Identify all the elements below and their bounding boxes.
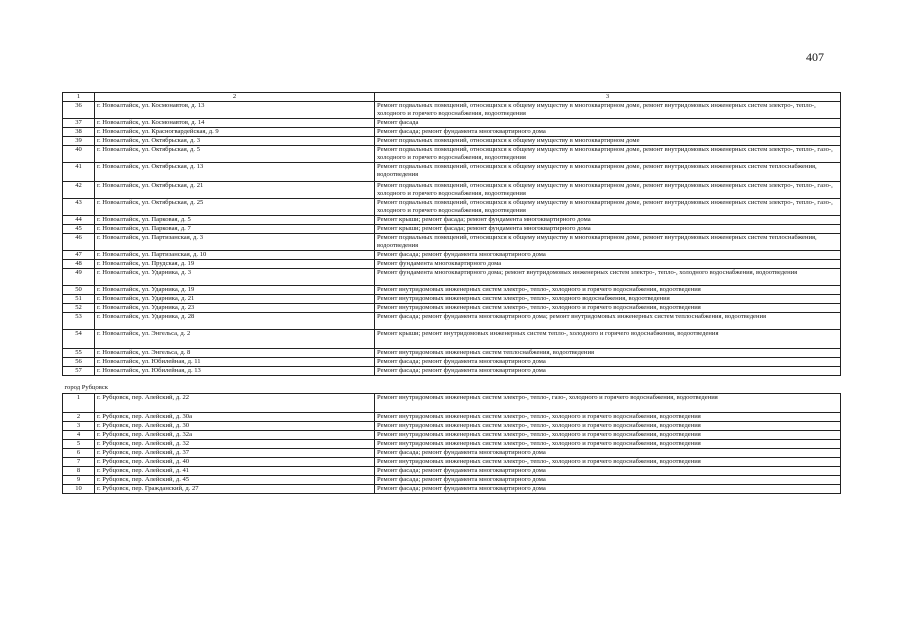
row-address: г. Новоалтайск, ул. Ударника, д. 19 xyxy=(95,286,375,295)
row-work-description: Ремонт подвальных помещений, относящихся к общему имуществу в многоквартирном доме, ремонт внутридомовых инженерных систем теплоснабжения, водоотведения xyxy=(375,163,841,182)
row-work-description: Ремонт фундамента многоквартирного дома xyxy=(375,260,841,269)
row-address: г. Новоалтайск, ул. Космонавтов, д. 14 xyxy=(95,119,375,128)
section-title: город Рубцовск xyxy=(63,376,841,394)
row-number: 39 xyxy=(63,137,95,146)
row-number: 55 xyxy=(63,349,95,358)
table-row xyxy=(63,182,841,199)
table-row xyxy=(63,146,841,163)
row-number: 56 xyxy=(63,358,95,367)
row-address: г. Новоалтайск, ул. Ударника, д. 23 xyxy=(95,304,375,313)
table-row xyxy=(63,260,841,269)
row-address: г. Рубцовск, пер. Алейский, д. 22 xyxy=(95,394,375,413)
table-row xyxy=(63,458,841,467)
table-row xyxy=(63,216,841,225)
table-row xyxy=(63,102,841,119)
row-address: г. Новоалтайск, ул. Ударника, д. 28 xyxy=(95,313,375,330)
row-work-description: Ремонт фасада xyxy=(375,119,841,128)
table-row xyxy=(63,440,841,449)
row-number: 1 xyxy=(63,394,95,413)
table-row xyxy=(63,163,841,182)
row-address: г. Рубцовск, пер. Алейский, д. 30 xyxy=(95,422,375,431)
table-row xyxy=(63,295,841,304)
row-work-description: Ремонт внутридомовых инженерных систем электро-, тепло-, холодного и горячего водоснабжения, водоотведения xyxy=(375,286,841,295)
row-address: г. Новоалтайск, ул. Октябрьская, д. 21 xyxy=(95,182,375,199)
row-work-description: Ремонт подвальных помещений, относящихся к общему имуществу в многоквартирном доме xyxy=(375,137,841,146)
row-work-description: Ремонт фасада; ремонт фундамента многоквартирного дома xyxy=(375,367,841,376)
row-address: г. Новоалтайск, ул. Парковая, д. 5 xyxy=(95,216,375,225)
row-work-description: Ремонт подвальных помещений, относящихся к общему имуществу в многоквартирном доме, ремонт внутридомовых инженерных систем электро-, тепло-, холодного и горячего водоснабжения, водоотведения xyxy=(375,102,841,119)
row-number: 9 xyxy=(63,476,95,485)
row-address: г. Рубцовск, пер. Алейский, д. 41 xyxy=(95,467,375,476)
row-address: г. Новоалтайск, ул. Октябрьская, д. 3 xyxy=(95,137,375,146)
row-work-description: Ремонт подвальных помещений, относящихся к общему имуществу в многоквартирном доме, ремонт внутридомовых инженерных систем электро-, тепло-, газо-, холодного и горячего водоснабжения, водоотведения xyxy=(375,182,841,199)
row-number: 54 xyxy=(63,330,95,349)
row-work-description: Ремонт внутридомовых инженерных систем электро-, тепло-, холодного водоснабжения, водоотведения xyxy=(375,295,841,304)
row-number: 46 xyxy=(63,234,95,251)
table-row xyxy=(63,431,841,440)
row-address: г. Новоалтайск, ул. Космонавтов, д. 13 xyxy=(95,102,375,119)
row-number: 38 xyxy=(63,128,95,137)
header-col-3: 3 xyxy=(375,93,841,102)
row-number: 2 xyxy=(63,413,95,422)
row-work-description: Ремонт крыши; ремонт фасада; ремонт фундамента многоквартирного дома xyxy=(375,225,841,234)
table-row xyxy=(63,394,841,413)
row-work-description: Ремонт внутридомовых инженерных систем электро-, тепло-, холодного и горячего водоснабжения, водоотведения xyxy=(375,431,841,440)
row-number: 3 xyxy=(63,422,95,431)
table-header-row xyxy=(63,93,841,102)
row-number: 52 xyxy=(63,304,95,313)
row-address: г. Рубцовск, пер. Алейский, д. 45 xyxy=(95,476,375,485)
row-work-description: Ремонт крыши; ремонт фасада; ремонт фундамента многоквартирного дома xyxy=(375,216,841,225)
table-row xyxy=(63,358,841,367)
table-row xyxy=(63,449,841,458)
row-work-description: Ремонт фасада; ремонт фундамента многоквартирного дома xyxy=(375,358,841,367)
row-address: г. Новоалтайск, ул. Парковая, д. 7 xyxy=(95,225,375,234)
row-work-description: Ремонт внутридомовых инженерных систем электро-, тепло-, холодного и горячего водоснабжения, водоотведения xyxy=(375,458,841,467)
table-row xyxy=(63,119,841,128)
row-number: 6 xyxy=(63,449,95,458)
header-col-1: 1 xyxy=(63,93,95,102)
row-number: 7 xyxy=(63,458,95,467)
section-row xyxy=(63,376,841,394)
row-address: г. Новоалтайск, ул. Ударника, д. 3 xyxy=(95,269,375,286)
row-number: 47 xyxy=(63,251,95,260)
row-address: г. Новоалтайск, ул. Юбилейная, д. 11 xyxy=(95,358,375,367)
table-row xyxy=(63,269,841,286)
row-work-description: Ремонт внутридомовых инженерных систем электро-, тепло-, холодного и горячего водоснабжения, водоотведения xyxy=(375,304,841,313)
table-row xyxy=(63,476,841,485)
row-address: г. Рубцовск, пер. Алейский, д. 30а xyxy=(95,413,375,422)
row-number: 42 xyxy=(63,182,95,199)
row-work-description: Ремонт фундамента многоквартирного дома; ремонт внутридомовых инженерных систем электро-, тепло-, холодного водоснабжения, водоотведения xyxy=(375,269,841,286)
table-row xyxy=(63,251,841,260)
row-number: 40 xyxy=(63,146,95,163)
table-row xyxy=(63,349,841,358)
row-address: г. Новоалтайск, ул. Энгельса, д. 2 xyxy=(95,330,375,349)
table-row xyxy=(63,313,841,330)
table-row xyxy=(63,137,841,146)
row-address: г. Новоалтайск, ул. Прудская, д. 19 xyxy=(95,260,375,269)
table-row xyxy=(63,128,841,137)
row-number: 50 xyxy=(63,286,95,295)
row-address: г. Рубцовск, пер. Алейский, д. 40 xyxy=(95,458,375,467)
page-number: 407 xyxy=(806,50,824,64)
row-work-description: Ремонт фасада; ремонт фундамента многоквартирного дома xyxy=(375,476,841,485)
capital-repair-table xyxy=(62,92,841,494)
row-number: 4 xyxy=(63,431,95,440)
row-work-description: Ремонт фасада; ремонт фундамента многоквартирного дома xyxy=(375,128,841,137)
row-address: г. Новоалтайск, ул. Юбилейная, д. 13 xyxy=(95,367,375,376)
row-address: г. Новоалтайск, ул. Октябрьская, д. 25 xyxy=(95,199,375,216)
row-work-description: Ремонт подвальных помещений, относящихся к общему имуществу в многоквартирном доме, ремонт внутридомовых инженерных систем электро-, тепло-, газо-, холодного и горячего водоснабжения, водоотведения xyxy=(375,146,841,163)
header-col-2: 2 xyxy=(95,93,375,102)
table-row xyxy=(63,367,841,376)
row-work-description: Ремонт крыши; ремонт внутридомовых инженерных систем тепло-, холодного и горячего водоснабжения, водоотведения xyxy=(375,330,841,349)
table-row xyxy=(63,234,841,251)
row-address: г. Новоалтайск, ул. Красногвардейская, д. 9 xyxy=(95,128,375,137)
row-work-description: Ремонт фасада; ремонт фундамента многоквартирного дома xyxy=(375,251,841,260)
row-number: 48 xyxy=(63,260,95,269)
row-work-description: Ремонт подвальных помещений, относящихся к общему имуществу в многоквартирном доме, ремонт внутридомовых инженерных систем теплоснабжения, водоотведения xyxy=(375,234,841,251)
row-number: 45 xyxy=(63,225,95,234)
row-work-description: Ремонт фасада; ремонт фундамента многоквартирного дома xyxy=(375,449,841,458)
table-row xyxy=(63,413,841,422)
row-work-description: Ремонт внутридомовых инженерных систем теплоснабжения, водоотведения xyxy=(375,349,841,358)
row-number: 49 xyxy=(63,269,95,286)
row-number: 57 xyxy=(63,367,95,376)
row-work-description: Ремонт фасада; ремонт фундамента многоквартирного дома xyxy=(375,485,841,494)
row-number: 36 xyxy=(63,102,95,119)
table-row xyxy=(63,422,841,431)
row-address: г. Новоалтайск, ул. Октябрьская, д. 13 xyxy=(95,163,375,182)
table-row xyxy=(63,330,841,349)
table-row xyxy=(63,286,841,295)
row-number: 10 xyxy=(63,485,95,494)
row-work-description: Ремонт внутридомовых инженерных систем электро-, тепло-, холодного и горячего водоснабжения, водоотведения xyxy=(375,413,841,422)
row-number: 37 xyxy=(63,119,95,128)
table-row xyxy=(63,485,841,494)
row-address: г. Новоалтайск, ул. Ударника, д. 21 xyxy=(95,295,375,304)
row-work-description: Ремонт фасада; ремонт фундамента многоквартирного дома; ремонт внутридомовых инженерных систем теплоснабжения, водоотведения xyxy=(375,313,841,330)
row-address: г. Новоалтайск, ул. Октябрьская, д. 5 xyxy=(95,146,375,163)
row-address: г. Рубцовск, пер. Гражданский, д. 27 xyxy=(95,485,375,494)
row-number: 53 xyxy=(63,313,95,330)
row-number: 41 xyxy=(63,163,95,182)
row-number: 5 xyxy=(63,440,95,449)
row-address: г. Рубцовск, пер. Алейский, д. 37 xyxy=(95,449,375,458)
table-row xyxy=(63,304,841,313)
row-address: г. Новоалтайск, ул. Партизанская, д. 10 xyxy=(95,251,375,260)
row-work-description: Ремонт внутридомовых инженерных систем электро-, тепло-, холодного и горячего водоснабжения, водоотведения xyxy=(375,422,841,431)
row-work-description: Ремонт внутридомовых инженерных систем электро-, тепло-, газо-, холодного и горячего водоснабжения, водоотведения xyxy=(375,394,841,413)
row-work-description: Ремонт фасада; ремонт фундамента многоквартирного дома xyxy=(375,467,841,476)
row-number: 44 xyxy=(63,216,95,225)
row-address: г. Новоалтайск, ул. Энгельса, д. 8 xyxy=(95,349,375,358)
row-number: 51 xyxy=(63,295,95,304)
table-row xyxy=(63,225,841,234)
row-number: 43 xyxy=(63,199,95,216)
row-number: 8 xyxy=(63,467,95,476)
row-work-description: Ремонт внутридомовых инженерных систем электро-, тепло-, холодного и горячего водоснабжения, водоотведения xyxy=(375,440,841,449)
row-address: г. Рубцовск, пер. Алейский, д. 32 xyxy=(95,440,375,449)
row-work-description: Ремонт подвальных помещений, относящихся к общему имуществу в многоквартирном доме, ремонт внутридомовых инженерных систем электро-, тепло-, газо-, холодного и горячего водоснабжения, водоотведения xyxy=(375,199,841,216)
row-address: г. Новоалтайск, ул. Партизанская, д. 3 xyxy=(95,234,375,251)
table-row xyxy=(63,199,841,216)
table-row xyxy=(63,467,841,476)
row-address: г. Рубцовск, пер. Алейский, д. 32а xyxy=(95,431,375,440)
